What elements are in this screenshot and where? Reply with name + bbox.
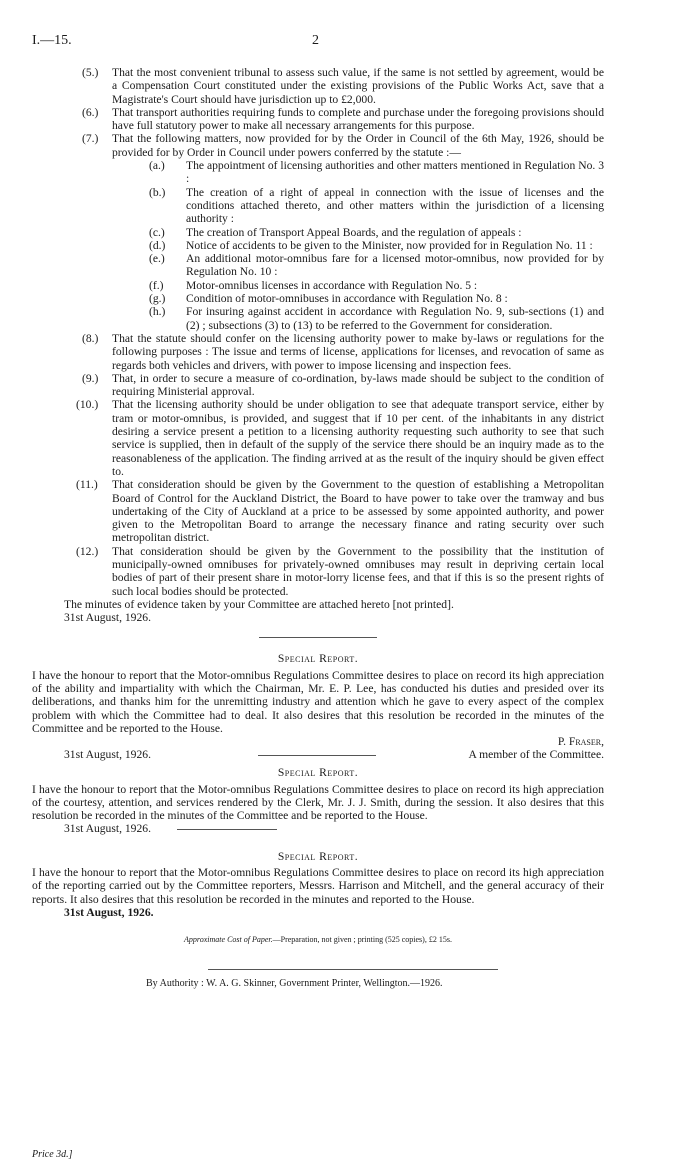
sub-item-letter: (g.) [149, 292, 166, 306]
report-date: 31st August, 1926. [64, 611, 151, 625]
item-text: That the following matters, now provided for by the Order in Council of the 6th May, 1926, should be provided for by Order in Council under powers conferred by the statute :— [112, 132, 604, 159]
sub-item-letter: (e.) [149, 252, 165, 266]
section-divider [177, 829, 277, 830]
recommendation-item [32, 106, 604, 133]
report-date: 31st August, 1926. [64, 822, 151, 836]
signature-divider [258, 755, 376, 756]
sub-item-text: Condition of motor-omnibuses in accordance with Regulation No. 8 : [186, 292, 508, 306]
item-number: (9.) [82, 371, 99, 385]
sub-item [32, 279, 604, 292]
cost-text: —Preparation, not given ; printing (525 copies), £2 15s. [272, 935, 452, 945]
signer-role: A member of the Committee. [468, 748, 604, 762]
recommendation-item [32, 132, 604, 159]
sub-item [32, 292, 604, 305]
sub-item-text: The appointment of licensing authorities and other matters mentioned in Regulation No. 3 : [186, 159, 604, 186]
sub-item-text: Motor-omnibus licenses in accordance with Regulation No. 5 : [186, 278, 478, 292]
item-number: (8.) [82, 331, 99, 345]
price-note: Price 3d.] [32, 1149, 73, 1160]
recommendation-item [32, 545, 604, 598]
printer-imprint: By Authority : W. A. G. Skinner, Government Printer, Wellington.—1926. [146, 977, 443, 989]
sub-item [32, 305, 604, 332]
sub-item-letter: (h.) [149, 305, 166, 319]
item-number: (10.) [76, 398, 99, 412]
signer-name: P. Fraser, [557, 735, 604, 749]
sub-item-text: The creation of Transport Appeal Boards, and the regulation of appeals : [186, 225, 522, 239]
item-text: That the most convenient tribunal to assess such value, if the same is not settled by agreement, would be a Compensation Court constituted under the existing provisions of the Public Works Act, save that a Magistrate's Court should have jurisdiction up to £2,000. [112, 66, 604, 106]
sub-item-text: An additional motor-omnibus fare for a licensed motor-omnibus, now provided for by Regulation No. 10 : [186, 252, 604, 279]
special-report-heading: Special Report. [277, 766, 359, 780]
item-number: (7.) [82, 132, 99, 146]
special-report-text: I have the honour to report that the Motor-omnibus Regulations Committee desires to place on record its high appreciation of the reporting carried out by the Committee reporters, Messrs. Harrison and Mitchell, and the general accuracy of their reports. It also desires that this resolution be recorded in the minutes and reported to the House. [32, 866, 604, 906]
minutes-note: The minutes of evidence taken by your Committee are attached hereto [not printed]. [64, 597, 454, 611]
recommendation-item [32, 332, 604, 372]
special-report-text: I have the honour to report that the Motor-omnibus Regulations Committee desires to place on record its high appreciation of the ability and impartiality with which the Chairman, Mr. E. P. Lee, has conducted his duties and presided over its deliberations, and thanks him for the unremitting industry and attention which he gave to every aspect of the complex problem with which the Committee had to deal. It also desires that this resolution be recorded in the minutes of the Committee and be reported to the House. [32, 668, 604, 735]
report-date: 31st August, 1926. [64, 905, 154, 919]
sub-item [32, 226, 604, 239]
item-number: (5.) [82, 66, 99, 79]
signature-date: 31st August, 1926. [64, 748, 151, 762]
page-number: 2 [312, 33, 319, 48]
special-report-heading: Special Report. [277, 652, 359, 666]
sub-item-text: For insuring against accident in accordance with Regulation No. 9, sub-sections (1) and (2) ; subsections (3) to (13) to be referred to the Government for consideration. [186, 305, 604, 332]
sub-item-letter: (b.) [149, 185, 166, 199]
item-text: That, in order to secure a measure of co-ordination, by-laws made should be subject to the condition of requiring Ministerial approval. [112, 371, 604, 399]
item-text: That consideration should be given by the Government to the question of establishing a Metropolitan Board of Control for the Auckland District, the Board to have power to take over the tramway and bus undertaking of the City of Auckland at a price to be assessed by some appointed authority, and power given to the Metropolitan Board to arrange the necessary finance and rating security over such metropolitan district. [112, 478, 604, 545]
printing-cost-note [32, 933, 604, 946]
recommendation-item [32, 372, 604, 399]
document-body [32, 66, 604, 990]
sub-item [32, 186, 604, 226]
item-number: (12.) [76, 544, 99, 558]
item-number: (11.) [76, 478, 98, 492]
sub-item-letter: (d.) [149, 238, 166, 252]
recommendation-item [32, 478, 604, 544]
cost-label: Approximate Cost of Paper. [184, 935, 273, 945]
sub-item-text: Notice of accidents to be given to the Minister, now provided for in Regulation No. 11 : [186, 238, 593, 252]
sub-item [32, 252, 604, 279]
item-text: That the licensing authority should be under obligation to see that adequate transport service, either by tram or motor-omnibus, is provided, and suggest that if 10 per cent. of the inhabitants in any district desiring a service present a petition to a licensing authority requesting such authority to see that such service is supplied, then in default of the supply of the service there should be an inquiry made as to the reasonableness of the application. The finding arrived at as the result of the inquiry should be given effect to. [112, 398, 604, 478]
report-date-row [32, 822, 604, 835]
recommendation-item [32, 398, 604, 478]
sub-item-letter: (f.) [149, 278, 164, 292]
section-divider [259, 637, 377, 638]
sub-item [32, 239, 604, 252]
sub-item-text: The creation of a right of appeal in connection with the issue of licenses and the conditions attached thereto, and other matters within the jurisdiction of a licensing authority : [186, 185, 604, 226]
special-report-text: I have the honour to report that the Motor-omnibus Regulations Committee desires to place on record its high appreciation of the courtesy, attention, and services rendered by the Clerk, Mr. J. J. Smith, during the session. It also desires that this resolution be recorded in the minutes of the Committee and be reported to the House. [32, 782, 604, 823]
sub-item-letter: (c.) [149, 225, 165, 239]
page-reference: I.—15. [32, 33, 72, 48]
item-text: That transport authorities requiring funds to complete and purchase under the foregoing provisions should have full statutory power to make all necessary arrangements for this purpose. [112, 105, 604, 133]
item-number: (6.) [82, 105, 99, 119]
sub-item [32, 159, 604, 186]
signature-block [32, 735, 604, 761]
item-text: That consideration should be given by the Government to the possibility that the institution of municipally-owned omnibuses for privately-owned omnibuses may result in depriving certain local bodies of part of their present share in motor-lorry license fees, and that if this is so the present rights of such local bodies should be protected. [112, 544, 604, 598]
item-text: That the statute should confer on the licensing authority power to make by-laws or regulations for the following purposes : The issue and terms of license, applications for licenses, and revocation of same as regards both vehicles and drivers, with power to impose licensing and inspection fees. [112, 331, 604, 372]
special-report-heading: Special Report. [277, 849, 359, 863]
recommendation-item [32, 66, 604, 106]
footer-divider [208, 969, 498, 970]
sub-item-letter: (a.) [149, 159, 165, 173]
